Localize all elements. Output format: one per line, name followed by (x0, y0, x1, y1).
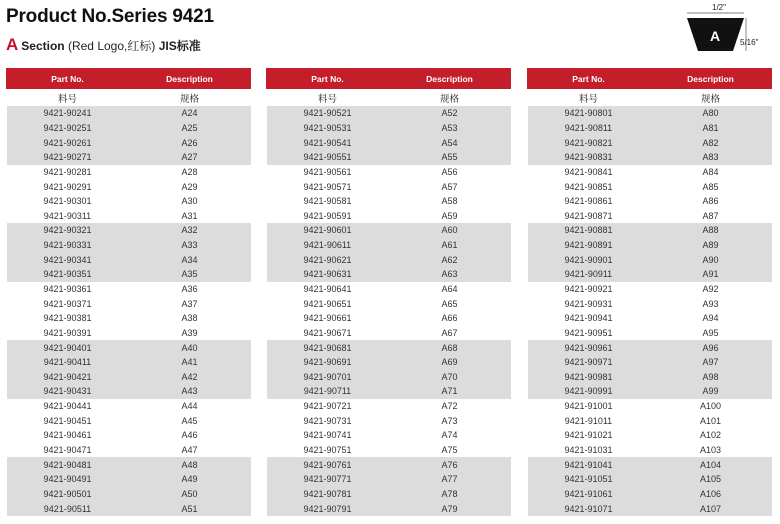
description-cell: A53 (389, 121, 511, 136)
table-subheader-row (528, 89, 772, 107)
table-row (267, 311, 511, 326)
description-cell: A26 (129, 135, 251, 150)
part-number-cell: 9421-90681 (267, 340, 389, 355)
description-cell: A34 (129, 252, 251, 267)
table-row (528, 413, 772, 428)
description-cell: A44 (181, 401, 198, 412)
part-number-cell: 9421-90761 (267, 457, 389, 472)
parts-table-1 (6, 68, 251, 516)
table-row (7, 165, 251, 180)
description-cell: A63 (389, 267, 511, 282)
description-header: Description (650, 69, 772, 89)
table-row (7, 472, 251, 487)
description-cell: A45 (181, 415, 198, 426)
table-row (528, 165, 772, 180)
table-row (528, 487, 772, 502)
part-number-cell: 9421-90401 (7, 340, 129, 355)
table-row (7, 296, 251, 311)
part-number-cell: 9421-90911 (528, 267, 650, 282)
table-row (7, 150, 251, 165)
description-cell: A104 (650, 457, 772, 472)
part-number-cell: 9421-90811 (528, 121, 650, 136)
table-row (528, 106, 772, 121)
table-row (528, 355, 772, 370)
description-cell: A106 (650, 487, 772, 502)
table-row (267, 487, 511, 502)
table-row (267, 355, 511, 370)
part-number-cell: 9421-90971 (528, 355, 650, 370)
table-header-row (267, 69, 511, 89)
part-no-subheader: 料号 (57, 93, 77, 105)
description-cell: A29 (181, 181, 198, 192)
description-cell: A24 (129, 106, 251, 121)
part-number-cell: 9421-90801 (528, 106, 650, 121)
description-cell: A93 (702, 298, 719, 309)
table-row (267, 106, 511, 121)
table-row (7, 326, 251, 341)
part-number-cell: 9421-90701 (267, 370, 389, 385)
table-row (267, 384, 511, 399)
part-number-cell: 9421-90471 (43, 445, 92, 456)
table-row (267, 340, 511, 355)
part-number-cell: 9421-91021 (564, 430, 613, 441)
part-number-cell: 9421-90671 (303, 327, 352, 338)
table-subheader-row (267, 89, 511, 107)
part-number-cell: 9421-90611 (267, 238, 389, 253)
part-number-cell: 9421-90531 (267, 121, 389, 136)
description-cell: A91 (650, 267, 772, 282)
table-row (7, 267, 251, 282)
description-cell: A68 (389, 340, 511, 355)
part-number-cell: 9421-90491 (7, 472, 129, 487)
part-number-cell: 9421-90861 (564, 196, 613, 207)
description-subheader: 规格 (179, 93, 199, 105)
description-cell: A28 (181, 166, 198, 177)
description-cell: A40 (129, 340, 251, 355)
part-number-cell: 9421-90451 (43, 415, 92, 426)
description-cell: A50 (129, 487, 251, 502)
table-row (7, 238, 251, 253)
part-number-cell: 9421-90561 (303, 166, 352, 177)
table-row (528, 326, 772, 341)
description-cell: A89 (650, 238, 772, 253)
table-row (267, 443, 511, 458)
description-subheader: 规格 (700, 93, 720, 105)
description-cell: A82 (650, 135, 772, 150)
part-number-cell: 9421-90621 (267, 252, 389, 267)
description-cell: A49 (129, 472, 251, 487)
table-row (7, 135, 251, 150)
part-number-cell: 9421-90591 (303, 210, 352, 221)
description-cell: A79 (389, 501, 511, 516)
table-row (267, 428, 511, 443)
part-number-cell: 9421-90551 (267, 150, 389, 165)
table-row (528, 472, 772, 487)
description-subheader: 规格 (439, 93, 459, 105)
description-cell: A43 (129, 384, 251, 399)
part-number-cell: 9421-90521 (267, 106, 389, 121)
table-row (267, 296, 511, 311)
description-cell: A97 (650, 355, 772, 370)
description-cell: A61 (389, 238, 511, 253)
part-number-cell: 9421-90961 (528, 340, 650, 355)
table-row (7, 106, 251, 121)
description-cell: A99 (650, 384, 772, 399)
table-row (528, 457, 772, 472)
part-number-cell: 9421-90461 (43, 430, 92, 441)
table-header-row (528, 69, 772, 89)
part-number-cell: 9421-90881 (528, 223, 650, 238)
part-number-cell: 9421-90871 (564, 210, 613, 221)
table-row (7, 399, 251, 414)
table-row (267, 121, 511, 136)
part-number-cell: 9421-90331 (7, 238, 129, 253)
part-number-cell: 9421-90301 (43, 196, 92, 207)
part-number-cell: 9421-90581 (303, 196, 352, 207)
description-cell: A41 (129, 355, 251, 370)
part-number-cell: 9421-90931 (564, 298, 613, 309)
table-row (528, 267, 772, 282)
belt-side-dimension: 5/16" (740, 38, 759, 47)
description-cell: A33 (129, 238, 251, 253)
part-number-cell: 9421-90751 (303, 445, 352, 456)
part-number-cell: 9421-90691 (267, 355, 389, 370)
table-row (7, 311, 251, 326)
part-number-cell: 9421-90311 (43, 210, 92, 221)
table-row (7, 501, 251, 516)
description-cell: A42 (129, 370, 251, 385)
table-row (267, 165, 511, 180)
table-row (7, 223, 251, 238)
table-row (267, 252, 511, 267)
description-cell: A92 (702, 284, 719, 294)
table-row (528, 340, 772, 355)
part-number-cell: 9421-90731 (303, 415, 352, 426)
table-row (7, 457, 251, 472)
description-cell: A64 (441, 284, 458, 294)
part-number-cell: 9421-90351 (7, 267, 129, 282)
description-cell: A39 (181, 327, 198, 338)
section-letter: A (6, 35, 19, 54)
table-row (528, 428, 772, 443)
table-row (7, 208, 251, 223)
description-cell: A95 (702, 327, 719, 338)
description-cell: A70 (389, 370, 511, 385)
table-row (528, 443, 772, 458)
table-row (7, 428, 251, 443)
description-cell: A86 (702, 196, 719, 207)
part-number-cell: 9421-90991 (528, 384, 650, 399)
part-number-cell: 9421-90391 (43, 327, 92, 338)
part-number-cell: 9421-90511 (7, 501, 129, 516)
description-cell: A30 (181, 196, 198, 207)
parts-table (266, 68, 511, 516)
part-number-cell: 9421-90821 (528, 135, 650, 150)
parts-table (6, 68, 251, 516)
table-row (528, 399, 772, 414)
part-number-cell: 9421-90341 (7, 252, 129, 267)
part-number-cell: 9421-90421 (7, 370, 129, 385)
table-row (267, 370, 511, 385)
part-number-cell: 9421-90271 (7, 150, 129, 165)
table-row (267, 135, 511, 150)
description-cell: A67 (441, 327, 458, 338)
description-cell: A90 (650, 252, 772, 267)
part-number-cell: 9421-91031 (564, 445, 613, 456)
part-number-cell: 9421-90831 (528, 150, 650, 165)
table-row (267, 413, 511, 428)
description-cell: A36 (181, 284, 198, 294)
description-cell: A60 (389, 223, 511, 238)
description-cell: A52 (389, 106, 511, 121)
description-cell: A38 (181, 313, 198, 324)
part-number-cell: 9421-90261 (7, 135, 129, 150)
description-cell: A69 (389, 355, 511, 370)
table-row (7, 282, 251, 297)
table-row (267, 282, 511, 297)
table-row (7, 121, 251, 136)
table-row (528, 223, 772, 238)
description-cell: A84 (702, 166, 719, 177)
table-row (7, 194, 251, 209)
description-cell: A73 (441, 415, 458, 426)
part-number-cell: 9421-91071 (528, 501, 650, 516)
part-number-cell: 9421-90651 (303, 298, 352, 309)
part-number-cell: 9421-91061 (528, 487, 650, 502)
parts-table-3 (527, 68, 772, 516)
part-number-cell: 9421-90441 (43, 401, 92, 412)
description-cell: A103 (699, 445, 722, 456)
part-number-cell: 9421-90291 (43, 181, 92, 192)
table-row (528, 311, 772, 326)
part-number-cell: 9421-90741 (303, 430, 352, 441)
parts-table-2 (266, 68, 511, 516)
table-row (528, 238, 772, 253)
part-number-cell: 9421-90841 (564, 166, 613, 177)
table-row (267, 238, 511, 253)
description-cell: A85 (702, 181, 719, 192)
table-row (267, 457, 511, 472)
table-row (528, 135, 772, 150)
table-row (528, 384, 772, 399)
table-row (7, 179, 251, 194)
table-row (528, 194, 772, 209)
table-row (528, 179, 772, 194)
part-number-cell: 9421-90891 (528, 238, 650, 253)
description-cell: A32 (129, 223, 251, 238)
table-row (528, 370, 772, 385)
table-subheader-row (7, 89, 251, 107)
part-number-cell: 9421-90241 (7, 106, 129, 121)
part-no-subheader: 料号 (578, 93, 598, 105)
description-cell: A37 (181, 298, 198, 309)
part-number-cell: 9421-90901 (528, 252, 650, 267)
part-number-cell: 9421-90601 (267, 223, 389, 238)
table-row (267, 501, 511, 516)
table-row (267, 179, 511, 194)
description-cell: A54 (389, 135, 511, 150)
description-cell: A56 (441, 166, 458, 177)
part-number-cell: 9421-90371 (43, 298, 92, 309)
table-row (528, 252, 772, 267)
description-cell: A102 (699, 430, 722, 441)
table-row (7, 340, 251, 355)
table-row (528, 501, 772, 516)
description-cell: A66 (441, 313, 458, 324)
part-number-cell: 9421-90501 (7, 487, 129, 502)
part-number-cell: 9421-90251 (7, 121, 129, 136)
description-cell: A75 (441, 445, 458, 456)
section-subtitle (6, 35, 201, 55)
belt-profile-icon (684, 2, 774, 62)
part-number-cell: 9421-91041 (528, 457, 650, 472)
table-row (267, 472, 511, 487)
belt-cross-section-diagram (684, 2, 774, 62)
description-cell: A57 (441, 181, 458, 192)
table-header-row (7, 69, 251, 89)
page-title: Product No.Series 9421 (6, 6, 214, 27)
table-row (7, 487, 251, 502)
belt-letter: A (709, 28, 721, 44)
table-row (267, 223, 511, 238)
description-cell: A88 (650, 223, 772, 238)
description-cell: A46 (181, 430, 198, 441)
description-cell: A48 (129, 457, 251, 472)
part-number-cell: 9421-90791 (267, 501, 389, 516)
description-cell: A80 (650, 106, 772, 121)
description-cell: A25 (129, 121, 251, 136)
description-cell: A27 (129, 150, 251, 165)
table-row (267, 267, 511, 282)
table-row (528, 282, 772, 297)
description-cell: A65 (441, 298, 458, 309)
part-number-cell: 9421-90481 (7, 457, 129, 472)
table-row (267, 150, 511, 165)
table-row (528, 296, 772, 311)
part-number-cell: 9421-90631 (267, 267, 389, 282)
part-number-cell: 9421-90661 (303, 313, 352, 324)
table-row (7, 252, 251, 267)
table-row (7, 413, 251, 428)
table-row (7, 370, 251, 385)
part-number-cell: 9421-90781 (267, 487, 389, 502)
description-cell: A76 (389, 457, 511, 472)
part-number-cell: 9421-90541 (267, 135, 389, 150)
table-row (267, 326, 511, 341)
description-cell: A72 (441, 401, 458, 412)
description-cell: A101 (699, 415, 722, 426)
part-number-cell: 9421-90921 (564, 284, 613, 294)
description-cell: A78 (389, 487, 511, 502)
part-number-cell: 9421-91051 (528, 472, 650, 487)
table-row (267, 208, 511, 223)
description-cell: A59 (441, 210, 458, 221)
part-number-cell: 9421-90321 (7, 223, 129, 238)
part-number-cell: 9421-90721 (303, 401, 352, 412)
section-word: Section (21, 39, 65, 53)
description-cell: A31 (181, 210, 198, 221)
belt-top-dimension: 1/2" (712, 3, 726, 12)
part-number-cell: 9421-90711 (267, 384, 389, 399)
description-cell: A35 (129, 267, 251, 282)
description-cell: A87 (702, 210, 719, 221)
description-cell: A47 (181, 445, 198, 456)
description-cell: A74 (441, 430, 458, 441)
part-number-cell: 9421-90941 (564, 313, 613, 324)
table-row (7, 384, 251, 399)
part-number-cell: 9421-90361 (43, 284, 92, 294)
part-no-header: Part No. (528, 69, 650, 89)
description-header: Description (129, 69, 251, 89)
description-cell: A81 (650, 121, 772, 136)
description-cell: A98 (650, 370, 772, 385)
description-cell: A94 (702, 313, 719, 324)
part-number-cell: 9421-90431 (7, 384, 129, 399)
table-row (7, 355, 251, 370)
description-cell: A71 (389, 384, 511, 399)
description-cell: A100 (699, 401, 722, 412)
description-cell: A77 (389, 472, 511, 487)
part-number-cell: 9421-90411 (7, 355, 129, 370)
part-number-cell: 9421-90571 (303, 181, 352, 192)
description-header: Description (389, 69, 511, 89)
part-number-cell: 9421-91011 (564, 415, 613, 426)
table-row (528, 150, 772, 165)
section-logo-note: (Red Logo,红标) (67, 39, 156, 53)
part-number-cell: 9421-90981 (528, 370, 650, 385)
part-no-subheader: 料号 (317, 93, 337, 105)
section-standard: JIS标准 (158, 39, 201, 53)
description-cell: A96 (650, 340, 772, 355)
part-no-header: Part No. (7, 69, 129, 89)
table-row (267, 194, 511, 209)
parts-table (527, 68, 772, 516)
description-cell: A83 (650, 150, 772, 165)
description-cell: A58 (441, 196, 458, 207)
description-cell: A62 (389, 252, 511, 267)
part-no-header: Part No. (267, 69, 389, 89)
description-cell: A55 (389, 150, 511, 165)
part-number-cell: 9421-90771 (267, 472, 389, 487)
description-cell: A107 (650, 501, 772, 516)
part-number-cell: 9421-90281 (43, 166, 92, 177)
part-number-cell: 9421-91001 (564, 401, 613, 412)
table-row (528, 121, 772, 136)
table-row (7, 443, 251, 458)
part-number-cell: 9421-90851 (564, 181, 613, 192)
table-row (528, 208, 772, 223)
part-number-cell: 9421-90951 (564, 327, 613, 338)
part-number-cell: 9421-90641 (303, 284, 352, 294)
description-cell: A105 (650, 472, 772, 487)
table-row (267, 399, 511, 414)
description-cell: A51 (129, 501, 251, 516)
part-number-cell: 9421-90381 (43, 313, 92, 324)
